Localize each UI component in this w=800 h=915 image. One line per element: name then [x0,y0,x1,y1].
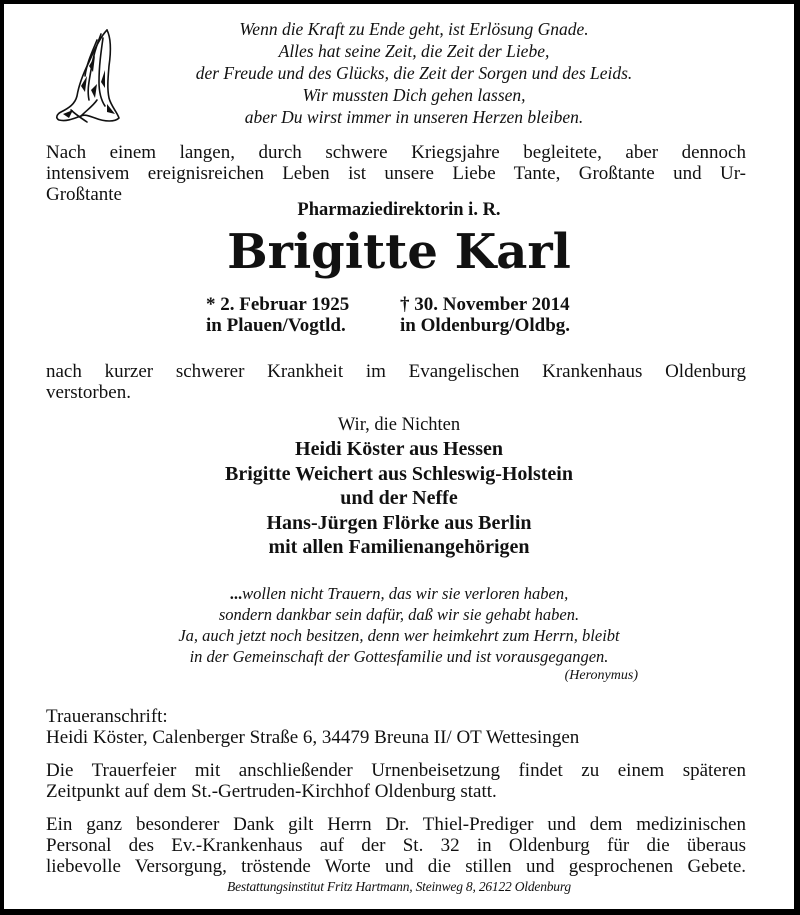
obituary-notice [4,4,794,909]
poem [134,18,694,128]
paragraph-line: Zeitpunkt auf dem St.-Gertruden-Kirchhof Oldenburg statt. [46,781,497,802]
paragraph-line: nach kurzer schwerer Krankheit im Evangelischen Krankenhaus Oldenburg [46,361,746,382]
death-paragraph [46,361,746,403]
birth-date: * 2. Februar 1925 [206,294,350,315]
mourner-line: mit allen Familienangehörigen [268,536,530,558]
paragraph-line: intensivem ereignisreichen Leben ist unsere Liebe Tante, Großtante und Ur- [46,163,746,184]
paragraph-line: Nach einem langen, durch schwere Kriegsjahre begleitete, aber dennoch [46,142,746,163]
funeral-home-footer: Bestattungsinstitut Fritz Hartmann, Steinweg 8, 26122 Oldenburg [227,879,571,894]
birth-place: in Plauen/Vogtld. [206,315,346,336]
mourner-line: Hans-Jürgen Flörke aus Berlin [266,511,532,534]
deceased-name: Brigitte Karl [227,224,571,280]
mourner-line: Heidi Köster aus Hessen [295,438,503,460]
quote-line: in der Gemeinschaft der Gottesfamilie und ist vorausgegangen. [189,647,609,666]
quote-ellipsis: ... [229,584,243,603]
address-value: Heidi Köster, Calenberger Straße 6, 34479 Breuna II/ OT Wettesingen [46,727,580,748]
quote-text: wollen nicht Trauern, das wir sie verloren haben, [242,584,569,603]
poem-line: Wenn die Kraft zu Ende geht, ist Erlösung Gnade. [239,19,589,39]
address-block [46,706,746,748]
mourners-intro: Wir, die Nichten [337,415,461,435]
mourner-line: Brigitte Weichert aus Schleswig-Holstein [225,462,573,485]
quote [154,583,644,684]
quote-author: (Heronymus) [564,668,638,683]
death-date: † 30. November 2014 [400,294,570,315]
thanks-paragraph [46,814,746,877]
address-label: Traueranschrift: [46,706,168,727]
mourner-line: und der Neffe [340,487,458,509]
quote-line: sondern dankbar sein dafür, daß wir sie gehabt haben. [218,605,580,624]
paragraph-line: Ein ganz besonderer Dank gilt Herrn Dr. Thiel-Prediger und dem medizinischen [46,814,746,835]
paragraph-line: liebevolle Versorgung, tröstende Worte und die stillen und gesprochenen Gebete. [46,856,746,877]
quote-line [154,583,644,604]
quote-line: Ja, auch jetzt noch besitzen, denn wer heimkehrt zum Herrn, bleibt [178,626,620,645]
paragraph-line: Personal des Ev.-Krankenhaus auf der St. 32 in Oldenburg für die überaus [46,835,746,856]
funeral-paragraph [46,760,746,802]
deceased-title: Pharmaziedirektorin i. R. [297,200,501,220]
praying-hands-icon [51,26,123,128]
paragraph-line: Großtante [46,184,122,205]
birth-info [206,294,349,336]
death-place: in Oldenburg/Oldbg. [400,315,571,336]
intro-paragraph [46,142,746,205]
poem-line: aber Du wirst immer in unseren Herzen bleiben. [244,107,584,127]
paragraph-line: verstorben. [46,382,131,403]
poem-line: der Freude und des Glücks, die Zeit der Sorgen und des Leids. [195,63,633,83]
mourners [4,414,794,560]
paragraph-line: Die Trauerfeier mit anschließender Urnenbeisetzung findet zu einem späteren [46,760,746,781]
death-info [400,294,570,336]
poem-line: Alles hat seine Zeit, die Zeit der Liebe, [278,41,550,61]
poem-line: Wir mussten Dich gehen lassen, [302,85,526,105]
